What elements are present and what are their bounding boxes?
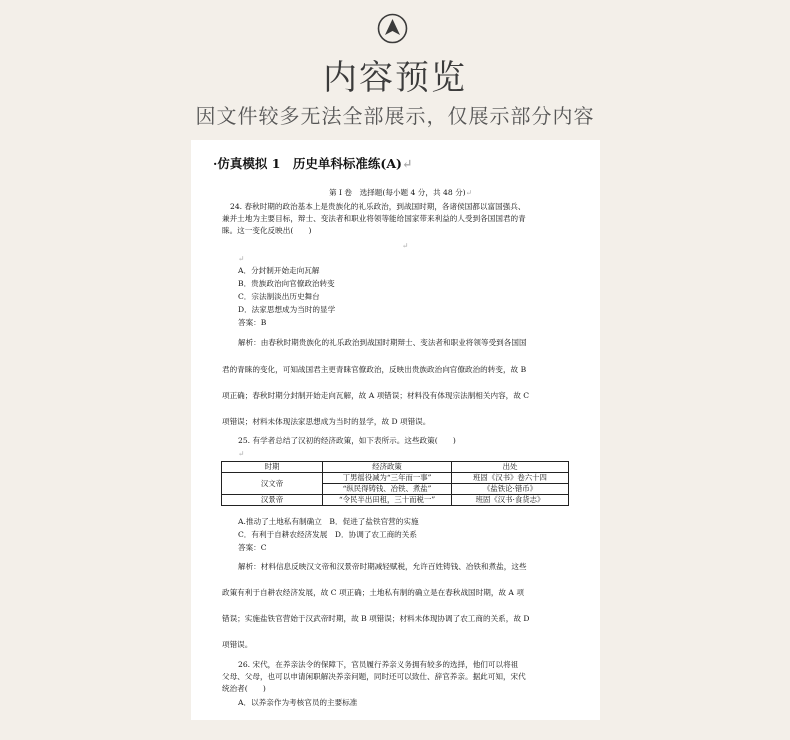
q24-analysis-line: 项错误；材料未体现法家思想成为当时的显学，故 D 项错误。 (222, 417, 431, 426)
q24-analysis-line: 君的青睐的变化，可知战国君主更青睐官僚政治，反映出贵族政治向官僚政治的转变，故 B (222, 365, 527, 374)
q24-stem-line: 睐。这一变化反映出( ) (222, 226, 312, 235)
table-header-cell: 时期 (222, 462, 323, 473)
q25-analysis-line: 政策有利于自耕农经济发展，故 C 项正确；土地私有制的确立是在春秋战国时期，故 A 项 (222, 588, 524, 597)
table-header-cell: 经济政策 (323, 462, 452, 473)
q24-option: B．贵族政治向官僚政治转变 (238, 279, 335, 288)
q24-option: D．法家思想成为当时的显学 (238, 305, 336, 314)
q25-answer: 答案：C (238, 543, 267, 552)
q26-stem-line: 26. 宋代，在养亲法令的保障下，官员履行养亲义务拥有较多的选择，他们可以将祖 (238, 660, 519, 669)
q26-option: A．以养亲作为考核官员的主要标准 (238, 698, 358, 707)
table-cell-period: 汉文帝 (222, 473, 323, 495)
q25-analysis-line: 错误；实施盐铁官营始于汉武帝时期，故 B 项错误；材料未体现协调了农工商的关系，故 D (222, 614, 530, 623)
doc-title: ·仿真模拟 1 历史单科标准练(A)↵ (213, 156, 413, 171)
q24-answer: 答案：B (238, 318, 267, 327)
table-cell-source: 班固《汉书·食货志》 (452, 495, 569, 506)
q26-stem-line: 父母、父母，也可以申请闲职解决养亲问题，同时还可以致仕、辞官养亲。据此可知，宋代 (222, 672, 526, 681)
q24-analysis-line: 项正确；春秋时期分封制开始走向瓦解，故 A 项错误；材料没有体现宗法制相关内容，故 C (222, 391, 530, 400)
table-cell-period: 汉景帝 (222, 495, 323, 506)
document-preview (191, 140, 600, 720)
q25-analysis-line: 解析：材料信息反映汉文帝和汉景帝时期减轻赋税，允许百姓铸钱、冶铁和煮盐，这些 (238, 562, 527, 571)
paragraph-mark: ↵ (402, 241, 409, 250)
q25-stem: 25. 有学者总结了汉初的经济政策，如下表所示。这些政策( ) (238, 436, 456, 445)
page-title: 内容预览 (323, 58, 467, 98)
page-subtitle: 因文件较多无法全部展示，仅展示部分内容 (195, 104, 595, 128)
q24-stem-line: 兼并土地为主要目标，辩士、变法者和职业将领等能给国家带来利益的人受到各国国君的青 (222, 214, 526, 223)
table-cell-source: 《盐铁论·错币》 (452, 484, 569, 495)
paragraph-mark: ↵ (238, 449, 245, 458)
table-cell-policy: 丁男徭役减为“三年而一事” (323, 473, 452, 484)
policy-table (221, 461, 569, 506)
table-row (222, 473, 569, 484)
q24-option: C．宗法制淡出历史舞台 (238, 292, 320, 301)
q26-stem-line: 统治者( ) (222, 684, 266, 693)
table-cell-policy: “纵民得铸钱、冶铁、煮盐” (323, 484, 452, 495)
table-cell-policy: “令民半出田租，三十而税一” (323, 495, 452, 506)
q24-option: A．分封制开始走向瓦解 (238, 266, 320, 275)
q25-option: C．有利于自耕农经济发展 D．协调了农工商的关系 (238, 530, 417, 539)
table-header-row (222, 462, 569, 473)
table-row (222, 495, 569, 506)
q25-option: A.推动了土地私有制确立 B．促进了盐铁官营的实施 (238, 517, 419, 526)
q25-analysis-line: 项错误。 (222, 640, 253, 649)
chevron-up-circle-icon (377, 13, 408, 44)
q24-stem-line: 24. 春秋时期的政治基本上是贵族化的礼乐政治，到战国时期，各诸侯国都以富国强兵、 (230, 202, 526, 211)
table-header-cell: 出处 (452, 462, 569, 473)
table-cell-source: 班固《汉书》卷六十四 (452, 473, 569, 484)
q24-analysis-line: 解析：由春秋时期贵族化的礼乐政治到战国时期辩士、变法者和职业将领等受到各国国 (238, 338, 527, 347)
paragraph-mark: ↵ (238, 254, 245, 263)
section-heading: 第 I 卷 选择题(每小题 4 分，共 48 分)↵ (329, 188, 472, 197)
